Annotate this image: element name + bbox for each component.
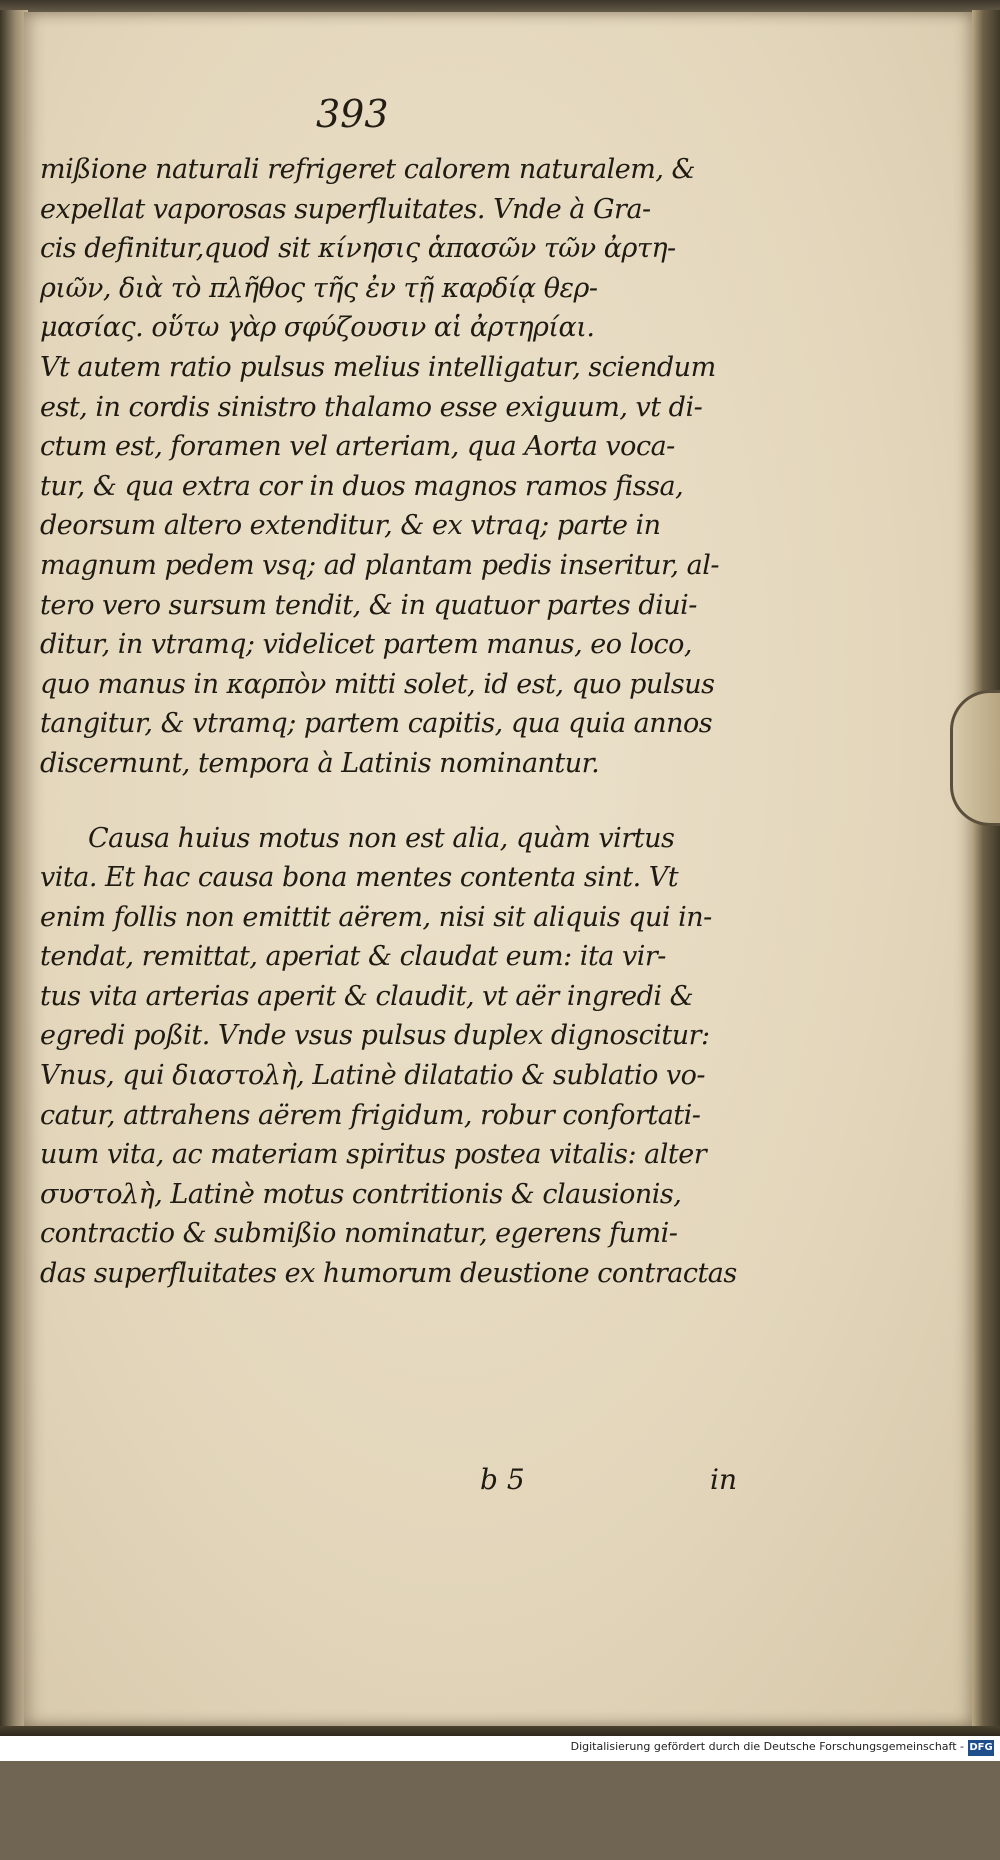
text-line: catur, attrahens aërem frigidum, robur confortati- xyxy=(40,1099,701,1131)
text-line: Vt autem ratio pulsus melius intelligatur, sciendum xyxy=(40,351,716,383)
text-line: est, in cordis sinistro thalamo esse exiguum, vt di- xyxy=(40,391,703,423)
text-line: συστολὴ, Latinè motus contritionis & clausionis, xyxy=(40,1178,682,1210)
book-bottom-edge xyxy=(0,1726,1000,1736)
text-line: cis definitur,quod sit κίνησις ἁπασῶν τῶν ἀρτη- xyxy=(40,233,676,265)
text-line: discernunt, tempora à Latinis nominantur. xyxy=(40,747,600,779)
paragraph-break xyxy=(40,784,740,819)
previous-page-margin xyxy=(2,160,22,1860)
text-line: mißione naturali refrigeret calorem naturalem, & xyxy=(40,154,696,185)
body-text xyxy=(40,150,740,1294)
book-right-edge xyxy=(972,10,1000,1734)
text-line: das superfluitates ex humorum deustione contractas xyxy=(40,1258,737,1290)
dfg-logo: DFG xyxy=(968,1740,994,1756)
catchword: in xyxy=(710,1463,737,1496)
text-line: quo manus in καρπὸν mitti solet, id est, quo pulsus xyxy=(40,668,715,700)
text-line: μασίας. οὕτω γὰρ σφύζουσιν αἱ ἀρτηρίαι. xyxy=(40,312,595,344)
text-line: Causa huius motus non est alia, quàm virtus xyxy=(88,822,675,854)
text-line: tero vero sursum tendit, & in quatuor partes diui- xyxy=(40,589,697,621)
text-line: egredi poßit. Vnde vsus pulsus duplex dignoscitur: xyxy=(40,1020,710,1052)
text-line: ditur, in vtramq; videlicet partem manus, eo loco, xyxy=(40,629,692,661)
text-line: deorsum altero extenditur, & ex vtraq; parte in xyxy=(40,510,661,542)
page-number: 393 xyxy=(316,92,389,136)
text-line: tangitur, & vtramq; partem capitis, qua quia annos xyxy=(40,708,713,740)
paragraph-2 xyxy=(40,819,740,1294)
text-line: contractio & submißio nominatur, egerens fumi- xyxy=(40,1218,678,1250)
text-line: uum vita, ac materiam spiritus postea vitalis: alter xyxy=(40,1139,707,1171)
text-line: ctum est, foramen vel arteriam, qua Aorta voca- xyxy=(40,431,675,463)
paragraph-1 xyxy=(40,150,740,784)
text-line: tendat, remittat, aperiat & claudat eum: ita vir- xyxy=(40,941,666,973)
text-line: tur, & qua extra cor in duos magnos ramos fissa, xyxy=(40,470,684,502)
signature-mark: b 5 xyxy=(480,1463,525,1496)
text-line: expellat vaporosas superfluitates. Vnde à Gra- xyxy=(40,193,651,225)
text-line: vita. Et hac causa bona mentes contenta sint. Vt xyxy=(40,862,679,894)
text-line: magnum pedem vsq; ad plantam pedis inseritur, al- xyxy=(40,549,719,581)
funding-notice: Digitalisierung gefördert durch die Deutsche Forschungsgemeinschaft - xyxy=(570,1740,964,1753)
text-line: enim follis non emittit aërem, nisi sit aliquis qui in- xyxy=(40,901,712,933)
book-clasp xyxy=(950,690,1000,826)
text-line: Vnus, qui διαστολὴ, Latinè dilatatio & sublatio vo- xyxy=(40,1060,706,1092)
text-line: tus vita arterias aperit & claudit, vt aër ingredi & xyxy=(40,980,694,1012)
footer-bar xyxy=(0,1736,1000,1761)
text-line: ριῶν, διὰ τὸ πλῆθος τῆς ἐν τῇ καρδίᾳ θερ- xyxy=(40,272,598,304)
